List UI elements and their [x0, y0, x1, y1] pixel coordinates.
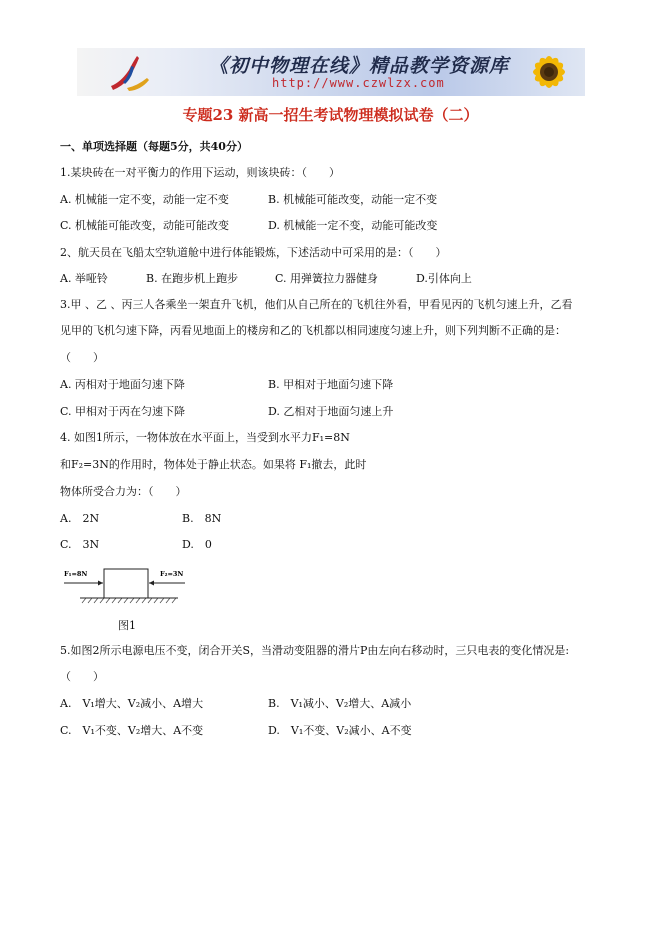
- question-5-stem: 5.如图2所示电源电压不变，闭合开关S，当滑动变阻器的滑片P由左向右移动时，三只电表的变化情况是:: [60, 644, 570, 657]
- question-3-option-d: D. 乙相对于地面匀速上升: [268, 405, 394, 418]
- question-1-option-a: A. 机械能一定不变，动能一定不变: [60, 193, 229, 206]
- question-5-answer-blank: （ ）: [60, 670, 104, 683]
- question-1-option-c: C. 机械能可能改变，动能可能改变: [60, 219, 230, 232]
- question-4-stem-line3: 物体所受合力为：（ ）: [60, 485, 187, 498]
- question-4-stem-line2: 和F₂=3N的作用时，物体处于静止状态。如果将 F₁撤去，此时: [60, 458, 367, 471]
- question-1-stem: 1.某块砖在一对平衡力的作用下运动，则该块砖：（ ）: [60, 166, 340, 179]
- block: [104, 569, 148, 598]
- page-title: 专题23 新高一招生考试物理模拟试卷（二）: [182, 106, 479, 124]
- question-2-option-c: C. 用弹簧拉力器健身: [275, 272, 379, 285]
- question-1-option-b: B. 机械能可能改变，动能一定不变: [268, 193, 438, 206]
- question-4-option-b: B. 8N: [182, 512, 222, 525]
- question-4-stem-line1: 4. 如图1所示，一物体放在水平面上，当受到水平力F₁=8N: [60, 431, 350, 444]
- question-2-stem: 2、航天员在飞船太空轨道舱中进行体能锻炼，下述活动中可采用的是：（ ）: [60, 246, 447, 259]
- question-5-option-b: B. V₁减小、V₂增大、A减小: [268, 697, 412, 710]
- question-3-stem-line1: 3.甲 、乙 、丙三人各乘坐一架直升飞机，他们从自己所在的飞机往外看，甲看见丙的飞机匀速上升，乙看: [60, 298, 573, 311]
- figure-1-caption: 图1: [118, 619, 136, 632]
- ground-hatching: [82, 598, 176, 603]
- site-logo-icon: [107, 52, 153, 92]
- sunflower-icon: [517, 48, 577, 96]
- question-4-option-a: A. 2N: [60, 512, 100, 525]
- question-4-option-d: D. 0: [182, 538, 212, 551]
- section-heading: 一、单项选择题（每题5分，共40分）: [60, 140, 248, 153]
- question-3-stem-line2: 见甲的飞机匀速下降，丙看见地面上的楼房和乙的飞机都以相同速度匀速上升，则下列判断不正确的是：: [60, 324, 566, 337]
- question-3-option-b: B. 甲相对于地面匀速下降: [268, 378, 394, 391]
- header-banner: [77, 48, 585, 96]
- force-label-f1: F₁=8N: [64, 570, 88, 578]
- question-5-option-c: C. V₁不变、V₂增大、A不变: [60, 724, 204, 737]
- question-3-option-c: C. 甲相对于丙在匀速下降: [60, 405, 186, 418]
- question-5-option-a: A. V₁增大、V₂减小、A增大: [60, 697, 204, 710]
- banner-url: http://www.czwlzx.com: [272, 76, 445, 90]
- question-3-answer-blank: （ ）: [60, 351, 104, 364]
- question-3-option-a: A. 丙相对于地面匀速下降: [60, 378, 185, 391]
- question-4-option-c: C. 3N: [60, 538, 100, 551]
- question-2-option-d: D.引体向上: [416, 272, 472, 285]
- question-2-option-a: A. 举哑铃: [60, 272, 108, 285]
- banner-title: 《初中物理在线》精品教学资源库: [209, 55, 510, 77]
- question-5-option-d: D. V₁不变、V₂减小、A不变: [268, 724, 412, 737]
- question-2-option-b: B. 在跑步机上跑步: [146, 272, 239, 285]
- question-1-option-d: D. 机械能一定不变，动能可能改变: [268, 219, 438, 232]
- force-label-f2: F₂=3N: [160, 570, 184, 578]
- figure-1-diagram: [60, 565, 190, 605]
